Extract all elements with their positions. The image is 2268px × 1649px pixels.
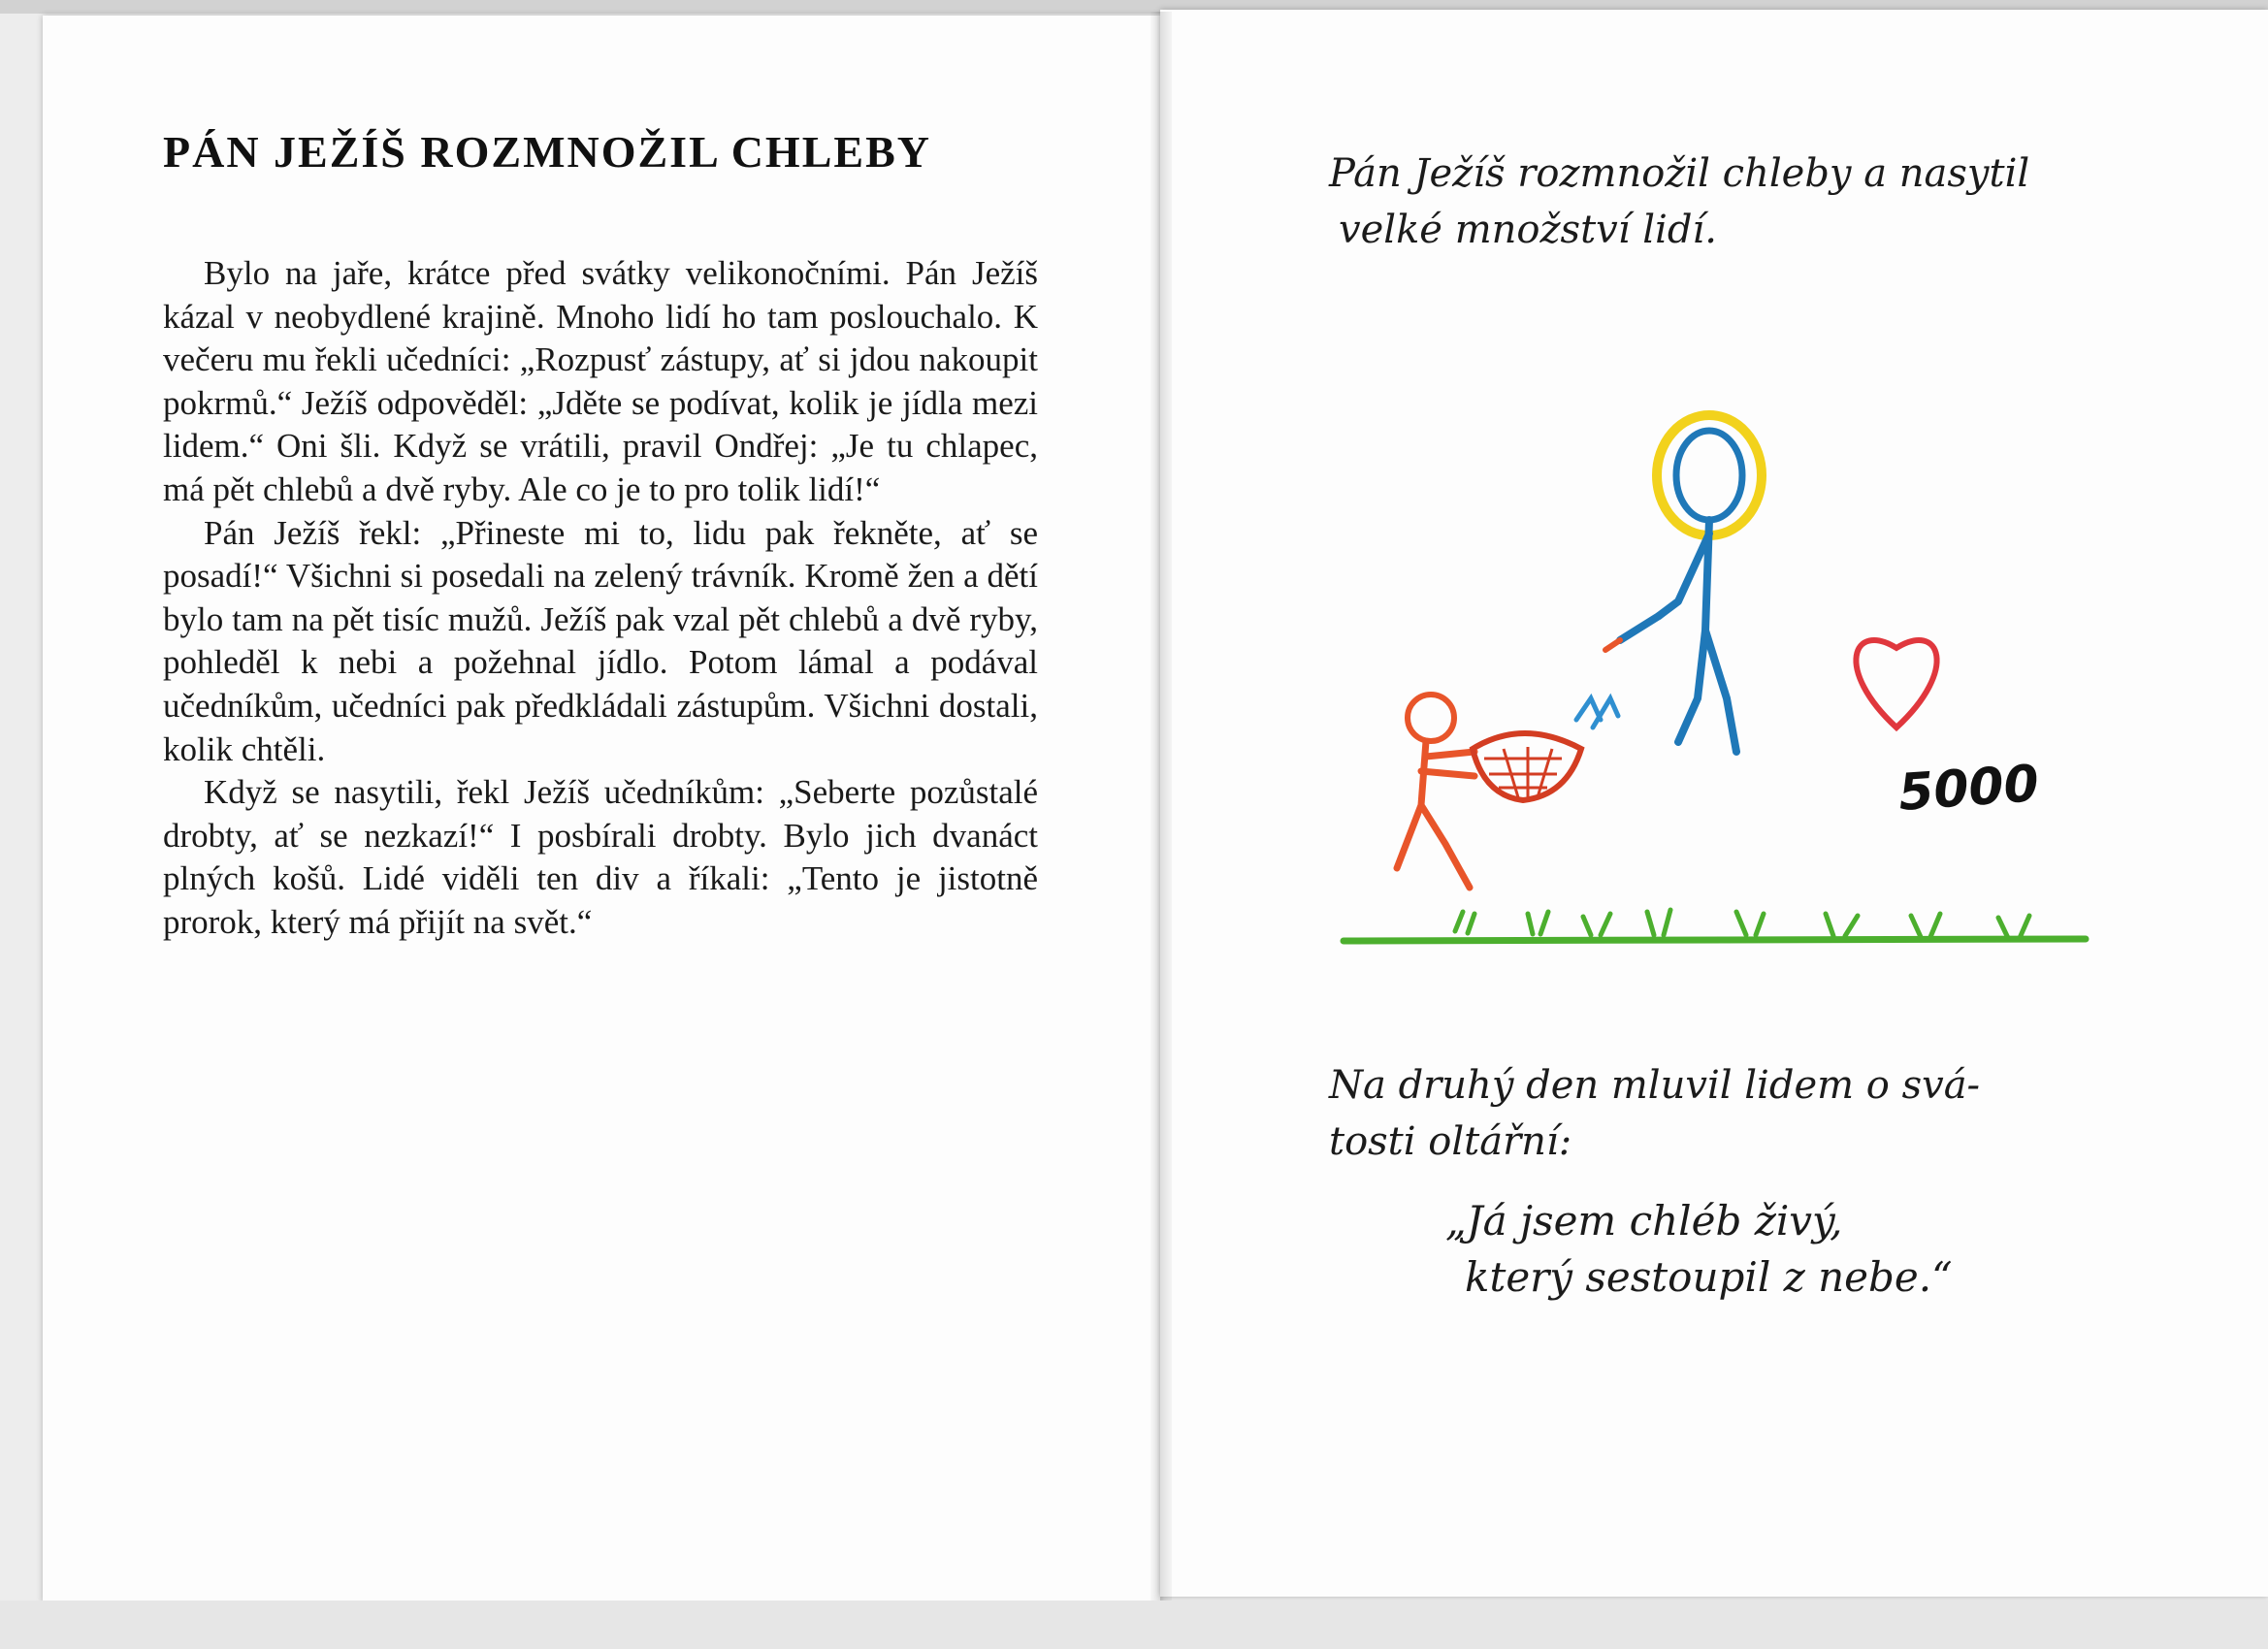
paragraph: Když se nasytili, řekl Ježíš učedníkům: „Seberte pozůstalé drobty, ať se nezkazí!“ I posbírali drobty. Bylo jich dvanáct plných košů. Lidé viděli ten div a říkali: „Tento je jistotně prorok, který má přijít na svět.“ bbox=[163, 773, 1038, 941]
paragraph: Bylo na jaře, krátce před svátky velikonočními. Pán Ježíš kázal v neobydlené krajině. Mnoho lidí ho tam poslouchalo. K večeru mu řekli učedníci: „Rozpusť zástupy, ať si jdou nakoupit pokrmů.“ Ježíš odpověděl: „Jděte se podívat, kolik je jídla mezi lidem.“ Oni šli. Když se vrátili, pravil Ondřej: „Je tu chlapec, má pět chlebů a dvě ryby. Ale co je to pro tolik lidí!“ bbox=[163, 254, 1038, 508]
jesus-body bbox=[1659, 520, 1736, 752]
fish-icon bbox=[1576, 698, 1618, 728]
story-text bbox=[163, 252, 1038, 945]
boy-body bbox=[1397, 741, 1474, 888]
paragraph: Pán Ježíš řekl: „Přineste mi to, lidu pak řekněte, ať se posadí!“ Všichni si posedali na zelený trávník. Kromě žen a dětí bylo tam na pět tisíc mužů. Ježíš pak vzal pět chlebů a dvě ryby, pohleděl k nebi a požehnal jídlo. Potom lámal a podával učedníkům, učedníci pak předkládali zástupům. Všichni dostali, kolik chtěli. bbox=[163, 513, 1038, 768]
handwritten-caption-bottom bbox=[1329, 1057, 1980, 1170]
handwritten-caption-top bbox=[1329, 146, 2029, 258]
grass-tufts bbox=[1455, 910, 2029, 938]
jesus-hand-tip bbox=[1605, 640, 1620, 650]
crowd-count-label: 5000 bbox=[1896, 755, 2041, 823]
page-title: PÁN JEŽÍŠ ROZMNOŽIL CHLEBY bbox=[163, 127, 931, 177]
heart-icon bbox=[1856, 640, 1936, 728]
handwritten-quote bbox=[1445, 1193, 1953, 1306]
boy-head bbox=[1408, 695, 1454, 741]
quote-line: „Já jsem chléb živý, bbox=[1445, 1197, 1843, 1245]
quote-line: který sestoupil z nebe.“ bbox=[1465, 1253, 1953, 1301]
book-gutter bbox=[1150, 12, 1172, 1602]
jesus-hand bbox=[1620, 616, 1659, 640]
feeding-illustration bbox=[1329, 407, 2105, 970]
drawing-svg bbox=[1329, 407, 2105, 970]
caption-line: tosti oltářní: bbox=[1329, 1119, 1572, 1164]
caption-line: Na druhý den mluvil lidem o svá- bbox=[1329, 1063, 1981, 1108]
jesus-head bbox=[1676, 431, 1742, 520]
caption-line: velké množství lidí. bbox=[1339, 208, 1717, 252]
scan-edge-bottom bbox=[0, 1600, 2268, 1649]
caption-line: Pán Ježíš rozmnožil chleby a nasytil bbox=[1329, 151, 2030, 196]
ground-line bbox=[1344, 939, 2086, 941]
